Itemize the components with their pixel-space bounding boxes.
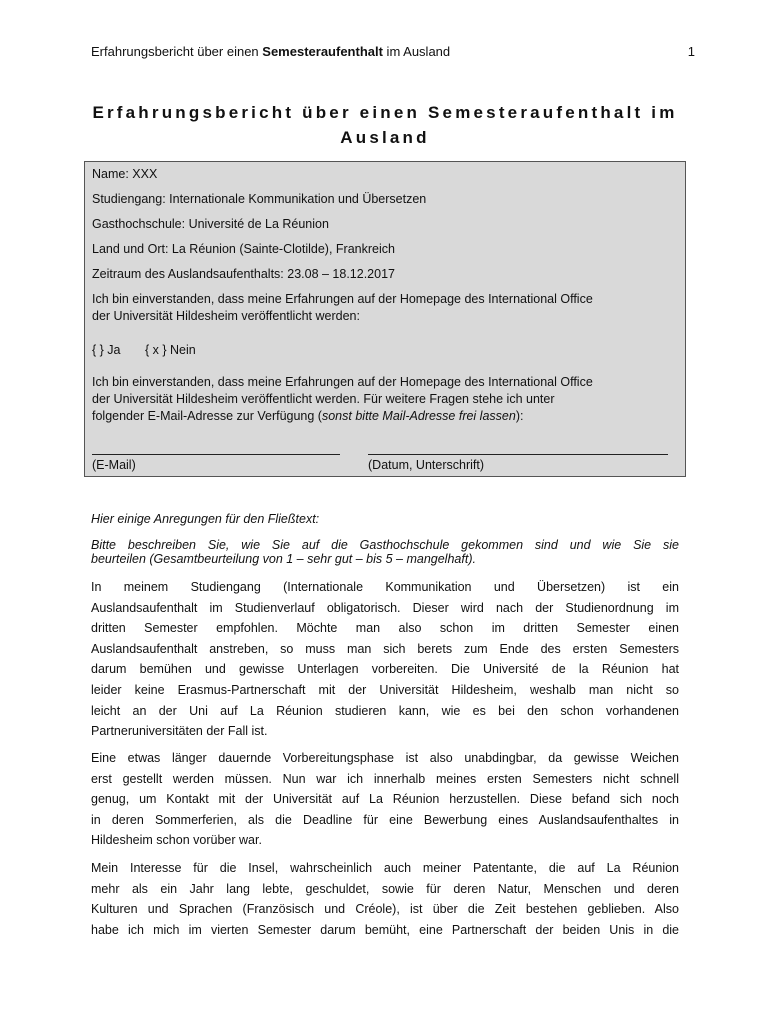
land-ort-field: Land und Ort: La Réunion (Sainte-Clotilde), Frankreich: [92, 242, 395, 256]
gasthochschule-field: Gasthochschule: Université de La Réunion: [92, 217, 329, 231]
email-signature-line[interactable]: [92, 454, 340, 455]
hint-intro: Hier einige Anregungen für den Fließtext:: [91, 512, 320, 526]
studiengang-field: Studiengang: Internationale Kommunikation und Übersetzen: [92, 192, 427, 206]
consent1-line-1: Ich bin einverstanden, dass meine Erfahrungen auf der Homepage des International Office: [92, 292, 593, 306]
paragraph-line: Mein Interesse für die Insel, wahrscheinlich auch meiner Patentante, die auf La Réunion: [91, 861, 679, 875]
option-nein[interactable]: { x } Nein: [145, 343, 196, 357]
paragraph-line: dritten Semester empfohlen. Möchte man also schon im dritten Semester einen: [91, 621, 679, 636]
paragraph-line: leicht an der Uni auf La Réunion studieren kann, wie es bei den schon vorhandenen: [91, 703, 679, 718]
paragraph-3: [91, 858, 679, 940]
info-box: [84, 161, 686, 477]
paragraph-line: Kulturen und Sprachen (Französisch und Créole), ist über die Zeit bestehen geblieben. Also: [91, 902, 679, 917]
consent1-line-2: der Universität Hildesheim veröffentlicht werden:: [92, 309, 360, 323]
zeitraum-field: Zeitraum des Auslandsaufenthalts: 23.08 – 18.12.2017: [92, 267, 395, 281]
consent2-line-3: [92, 408, 523, 425]
header-text-pre: Erfahrungsbericht über einen: [91, 44, 263, 59]
paragraph-line: mehr als ein Jahr lang lebte, geschuldet, sowie für deren Natur, Menschen und deren: [91, 881, 679, 896]
paragraph-1: [91, 577, 679, 742]
option-ja[interactable]: { } Ja: [92, 343, 121, 357]
hint-question: [91, 538, 679, 566]
paragraph-line: Auslandsaufenthalt anstreben, so muss man sich berets zum Ende des ersten Semesters: [91, 641, 679, 656]
paragraph-line: In meinem Studiengang (Internationale Kommunikation und Übersetzen) ist ein: [91, 580, 679, 594]
paragraph-line: erst gestellt werden müssen. Nun war ich innerhalb meines ersten Semesters nicht schnell: [91, 771, 679, 786]
paragraph-line: darum bemühen und gewisse Unterlagen vorbereiten. Die Université de la Réunion hat: [91, 662, 679, 677]
header-text-post: im Ausland: [382, 44, 451, 59]
name-field: Name: XXX: [92, 167, 158, 181]
email-label: (E-Mail): [92, 458, 136, 472]
paragraph-line: Auslandsaufenthalt im Studienverlauf obligatorisch. Dieser wird nach der Studienordnung im: [91, 600, 679, 615]
date-signature-line[interactable]: [368, 454, 668, 455]
title-line-2: Ausland: [340, 128, 430, 147]
title-line-1: Erfahrungsbericht über einen Semesteraufenthalt im: [92, 103, 678, 122]
header-text-bold: Semesteraufenthalt: [262, 44, 383, 59]
consent2-line-3-italic: sonst bitte Mail-Adresse frei lassen: [321, 409, 516, 423]
datum-label: (Datum, Unterschrift): [368, 458, 484, 472]
hint-question-line-2: beurteilen (Gesamtbeurteilung von 1 – sehr gut – bis 5 – mangelhaft).: [91, 552, 476, 566]
paragraph-line: Eine etwas länger dauernde Vorbereitungsphase ist also unabdingbar, da gewisse Weichen: [91, 751, 679, 765]
document-title: [60, 100, 710, 150]
paragraph-line: genug, um Kontakt mit der Universität auf La Réunion herzustellen. Diese befand sich noch: [91, 792, 679, 807]
paragraph-2: [91, 748, 679, 851]
consent2-line-3-post: ):: [515, 409, 524, 423]
paragraph-line: in deren Sommerferien, als die Deadline für eine Bewerbung eines Auslandsaufenthaltes in: [91, 812, 679, 827]
paragraph-line: Partneruniversitäten der Fall ist.: [91, 724, 268, 739]
paragraph-line: leider keine Erasmus-Partnerschaft mit der Universität Hildesheim, weshalb man nicht so: [91, 682, 679, 697]
consent2-line-1: Ich bin einverstanden, dass meine Erfahrungen auf der Homepage des International Office: [92, 375, 593, 389]
consent2-line-2: der Universität Hildesheim veröffentlicht werden. Für weitere Fragen stehe ich unter: [92, 392, 555, 406]
consent2-line-3-pre: folgender E-Mail-Adresse zur Verfügung (: [92, 409, 322, 423]
hint-question-line-1: Bitte beschreiben Sie, wie Sie auf die Gasthochschule gekommen sind und wie Sie sie: [91, 538, 679, 552]
running-header: [91, 44, 695, 59]
paragraph-line: Hildesheim schon vorüber war.: [91, 833, 262, 848]
paragraph-line: habe ich mich im vierten Semester darum bemüht, eine Partnerschaft der beiden Unis in die: [91, 922, 679, 937]
page-number: 1: [687, 44, 695, 59]
